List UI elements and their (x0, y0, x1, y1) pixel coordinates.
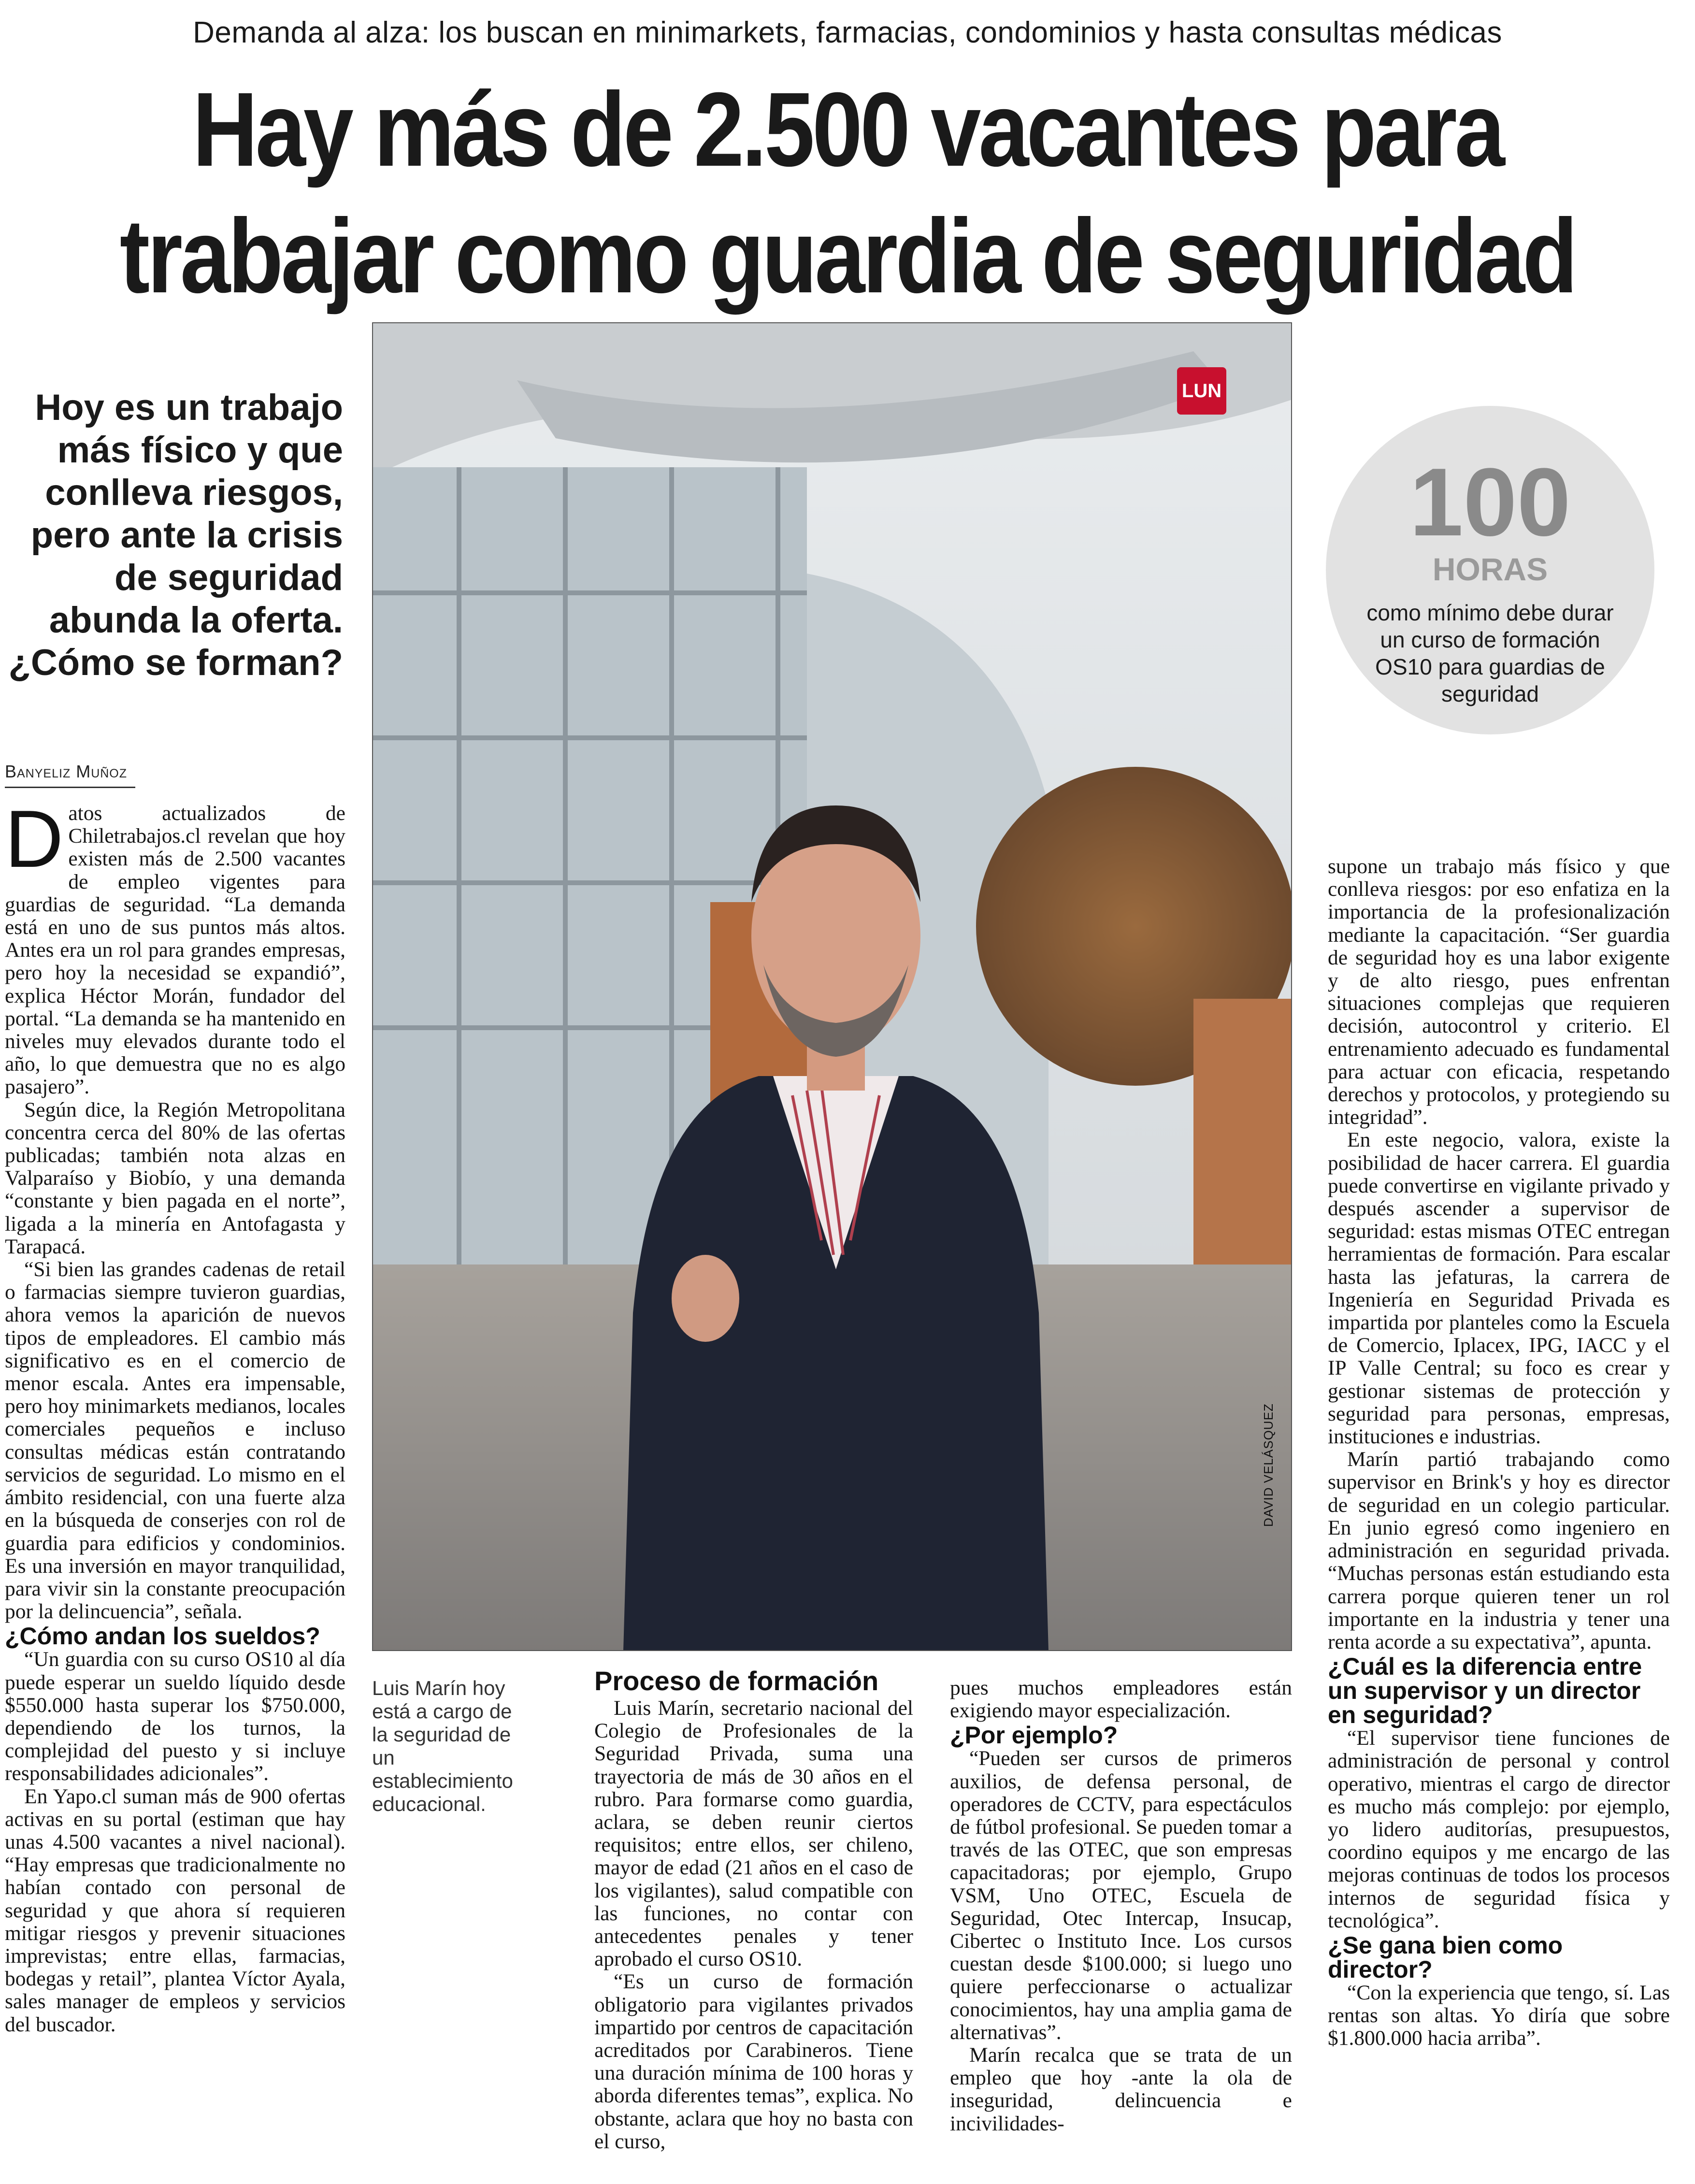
stat-unit: HORAS (1432, 551, 1548, 587)
paragraph: Marín partió trabajando como supervisor en Brink's y hoy es director de seguridad en un colegio particular. En junio egresó como ingeniero en administración en seguridad privada. “Muchas personas están estudiando esta carrera porque quieren tener un rol importante en la industria y tener una renta acorde a su expectativa”, apunta. (1328, 1448, 1670, 1653)
paragraph: En este negocio, valora, existe la posibilidad de hacer carrera. El guardia puede convertirse en vigilante privado y después ascender a supervisor de seguridad: estas mismas OTEC entregan herramientas de formación. Para escalar hasta las jefaturas, la carrera de Ingeniería en Seguridad Privada es impartida por planteles como la Escuela de Comercio, Iplacex, IPG, IACC y el IP Valle Central; su foco es crear y gestionar sistemas de protección y seguridad para personas, empresas, instituciones e industrias. (1328, 1128, 1670, 1449)
headline-line-2: trabajar como guardia de seguridad (119, 198, 1576, 315)
column-4 (1328, 855, 1670, 2050)
dropcap: D (5, 793, 64, 884)
section-heading: Proceso de formación (594, 1666, 879, 1696)
subheading: ¿Cuál es la diferencia entre un supervisor y un director en seguridad? (1328, 1653, 1642, 1729)
lun-logo: LUN (1177, 367, 1226, 415)
byline: Banyeliz Muñoz (5, 762, 128, 781)
paragraph: pues muchos empleadores están exigiendo mayor especialización. (950, 1676, 1292, 1723)
article-photo (372, 322, 1292, 1651)
subheading: ¿Se gana bien como director? (1328, 1931, 1563, 1983)
headline (119, 67, 1577, 320)
photo-caption: Luis Marín hoy está a cargo de la seguridad de un establecimiento educacional. (372, 1677, 513, 1815)
paragraph: supone un trabajo más físico y que conlleva riesgos: por eso enfatiza en la importancia de la profesionalización mediante la capacitación. “Ser guardia de seguridad hoy es una labor exigente y de alto riesgo, pues enfrentan situaciones complejas que requieren decisión, autocontrol y criterio. El entrenamiento adecuado es fundamental para actuar con eficacia, respetando derechos y protocolos, y protegiendo su integridad”. (1328, 855, 1670, 1129)
column-2 (594, 1667, 913, 2153)
paragraph: “Es un curso de formación obligatorio para vigilantes privados impartido por centros de capacitación acreditados por Carabineros. Tiene una duración mínima de 100 horas y aborda diferentes temas”, explica. No obstante, aclara que hoy no basta con el curso, (594, 1970, 913, 2153)
column-1 (5, 793, 345, 2036)
subheading: ¿Por ejemplo? (950, 1722, 1118, 1749)
paragraph: En Yapo.cl suman más de 900 ofertas activas en su portal (estiman que hay unas 4.500 vacantes a nivel nacional). “Hay empresas que tradicionalmente no habían contado con personal de seguridad y que ahora sí requieren mitigar riesgos y prevenir situaciones imprevistas; entre ellas, farmacias, bodegas y retail”, plantea Víctor Ayala, sales manager de empleos y servicios del buscador. (5, 1784, 345, 2036)
lead-text: Hoy es un trabajo más físico y que conlleva riesgos, pero ante la crisis de seguridad abunda la oferta. ¿Cómo se forman? (8, 387, 343, 683)
paragraph: “El supervisor tiene funciones de administración de personal y control operativo, mientras el cargo de director es mucho más complejo: por ejemplo, yo lidero auditorías, presupuestos, coordino equipos y me encargo de las mejoras continuas de todos los procesos internos de seguridad física y tecnológica”. (1328, 1726, 1670, 1932)
stat-number: 100 (1409, 448, 1571, 556)
paragraph: Marín recalca que se trata de un empleo que hoy -ante la ola de inseguridad, delincuencia e incivilidades- (950, 2043, 1292, 2135)
paragraph: Datos actualizados de Chiletrabajos.cl revelan que hoy existen más de 2.500 vacantes de empleo vigentes para guardias de seguridad. “La demanda está en uno de sus puntos más altos. Antes era un rol para grandes empresas, pero hoy la necesidad se expandió”, explica Héctor Morán, fundador del portal. “La demanda se ha mantenido en niveles muy elevados durante todo el año, lo que demuestra que no es algo pasajero”. (5, 793, 345, 1099)
paragraph: Luis Marín, secretario nacional del Colegio de Profesionales de la Seguridad Privada, suma una trayectoria de más de 30 años en el rubro. Para formarse como guardia, aclara, se deben reunir ciertos requisitos; entre ellos, ser chileno, mayor de edad (21 años en el caso de los vigilantes), salud compatible con las funciones, no contar con antecedentes penales y tener aprobado el curso OS10. (594, 1696, 913, 1971)
paragraph: “Si bien las grandes cadenas de retail o farmacias siempre tuvieron guardias, ahora vemos la aparición de nuevos tipos de empleadores. El cambio más significativo es en el comercio de menor escala. Antes era impensable, pero hoy minimarkets medianos, locales comerciales pequeños e incluso consultas médicas están contratando servicios de seguridad. Lo mismo en el ámbito residencial, con una fuerte alza en la búsqueda de conserjes con rol de guardia para edificios y condominios. Es una inversión en mayor tranquilidad, para vivir sin la constante preocupación por la delincuencia”, señala. (5, 1258, 345, 1624)
paragraph: “Pueden ser cursos de primeros auxilios, de defensa personal, de operadores de CCTV, para espectáculos de fútbol profesional. Se pueden tomar a través de las OTEC, que son empresas capacitadoras; por ejemplo, Grupo VSM, Uno OTEC, Escuela de Seguridad, Otec Intercap, Insucap, Cibertec o Instituto Ince. Los cursos cuestan desde $100.000; si luego uno quiere perfeccionarse o actualizar conocimientos, hay una amplia gama de alternativas”. (950, 1747, 1292, 2044)
kicker: Demanda al alza: los buscan en minimarkets, farmacias, condominios y hasta consultas médicas (193, 16, 1502, 49)
subheading: ¿Cómo andan los sueldos? (5, 1623, 320, 1650)
paragraph: “Un guardia con su curso OS10 al día puede esperar un sueldo líquido desde $550.000 hasta superar los $750.000, dependiendo de los turnos, la complejidad del puesto y si incluye responsabilidades adicionales”. (5, 1648, 345, 1785)
stat-description: como mínimo debe durar un curso de formación OS10 para guardias de seguridad (1366, 600, 1614, 706)
stat-circle (1326, 406, 1654, 734)
photo-illustration (372, 322, 1292, 1651)
paragraph: “Con la experiencia que tengo, sí. Las rentas son altas. Yo diría que sobre $1.800.000 hacia arriba”. (1328, 1981, 1670, 2050)
paragraph: Según dice, la Región Metropolitana concentra cerca del 80% de las ofertas publicadas; también nota alzas en Valparaíso y Biobío, y una demanda “constante y bien pagada en el norte”, ligada a la minería en Antofagasta y Tarapacá. (5, 1098, 345, 1258)
photo-credit: DAVID VELÁSQUEZ (1261, 1403, 1276, 1527)
headline-line-1: Hay más de 2.500 vacantes para (192, 71, 1503, 188)
byline-rule (5, 787, 135, 788)
column-3 (950, 1677, 1292, 2135)
